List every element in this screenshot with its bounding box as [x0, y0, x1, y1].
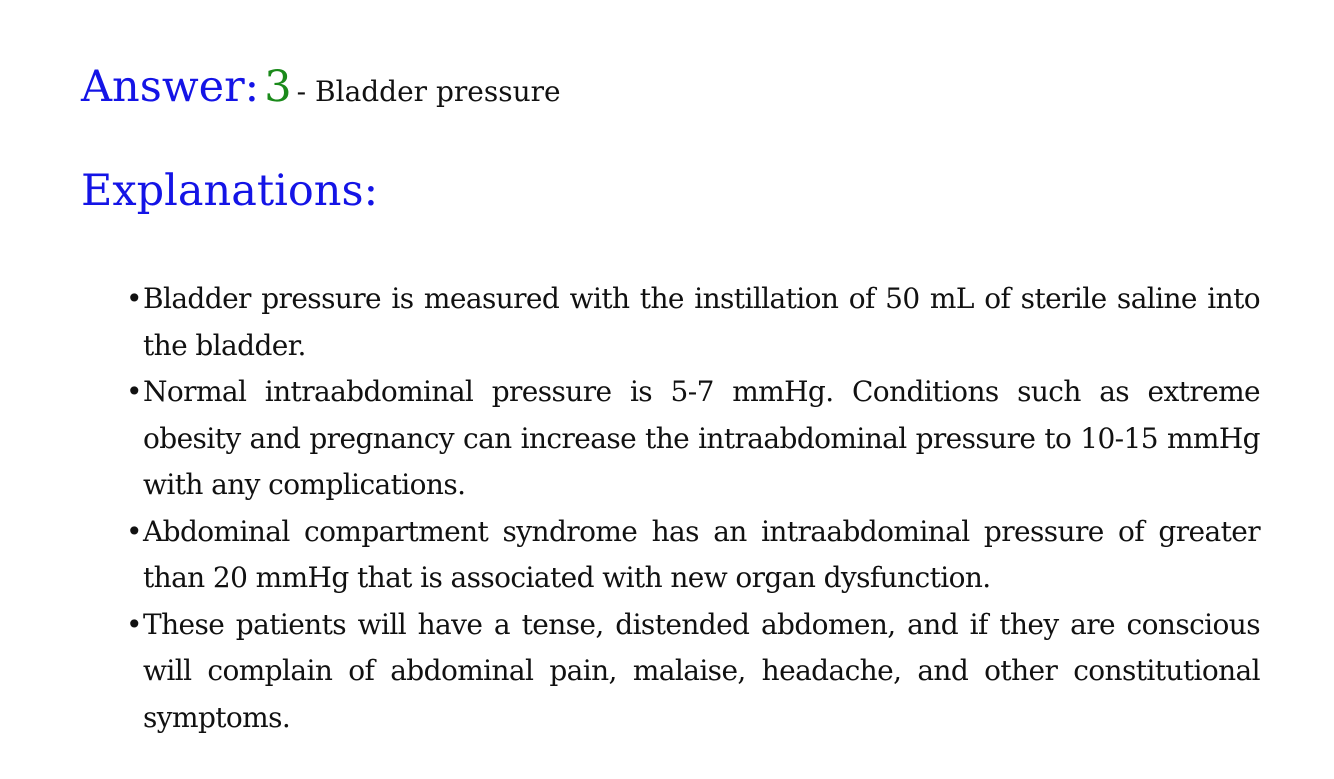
answer-label: Answer:: [81, 62, 260, 112]
bullet-icon: •: [126, 282, 142, 315]
list-item: [126, 509, 1260, 602]
list-item-text: Abdominal compartment syndrome has an intraabdominal pressure of greater than 20 mmHg that is associated with new organ dysfunction.: [143, 514, 1260, 594]
list-item-text: These patients will have a tense, distended abdomen, and if they are conscious will complain of abdominal pain, malaise, headache, and other constitutional symptoms.: [143, 607, 1260, 734]
bullet-icon: •: [126, 514, 142, 548]
list-item: [126, 276, 1260, 369]
answer-number: 3: [264, 62, 292, 112]
list-item: [126, 369, 1260, 509]
answer-line: [81, 62, 561, 112]
list-item: [126, 602, 1260, 742]
bullet-icon: •: [126, 375, 142, 408]
explanation-list: [126, 276, 1260, 741]
answer-text: - Bladder pressure: [296, 75, 561, 108]
list-item-text: Bladder pressure is measured with the instillation of 50 mL of sterile saline into the bladder.: [143, 282, 1260, 362]
list-item-text: Normal intraabdominal pressure is 5-7 mmHg. Conditions such as extreme obesity and pregnancy can increase the intraabdominal pressure to 10-15 mmHg with any complications.: [143, 375, 1260, 501]
bullet-icon: •: [126, 607, 142, 641]
explanations-heading: Explanations:: [81, 166, 379, 216]
